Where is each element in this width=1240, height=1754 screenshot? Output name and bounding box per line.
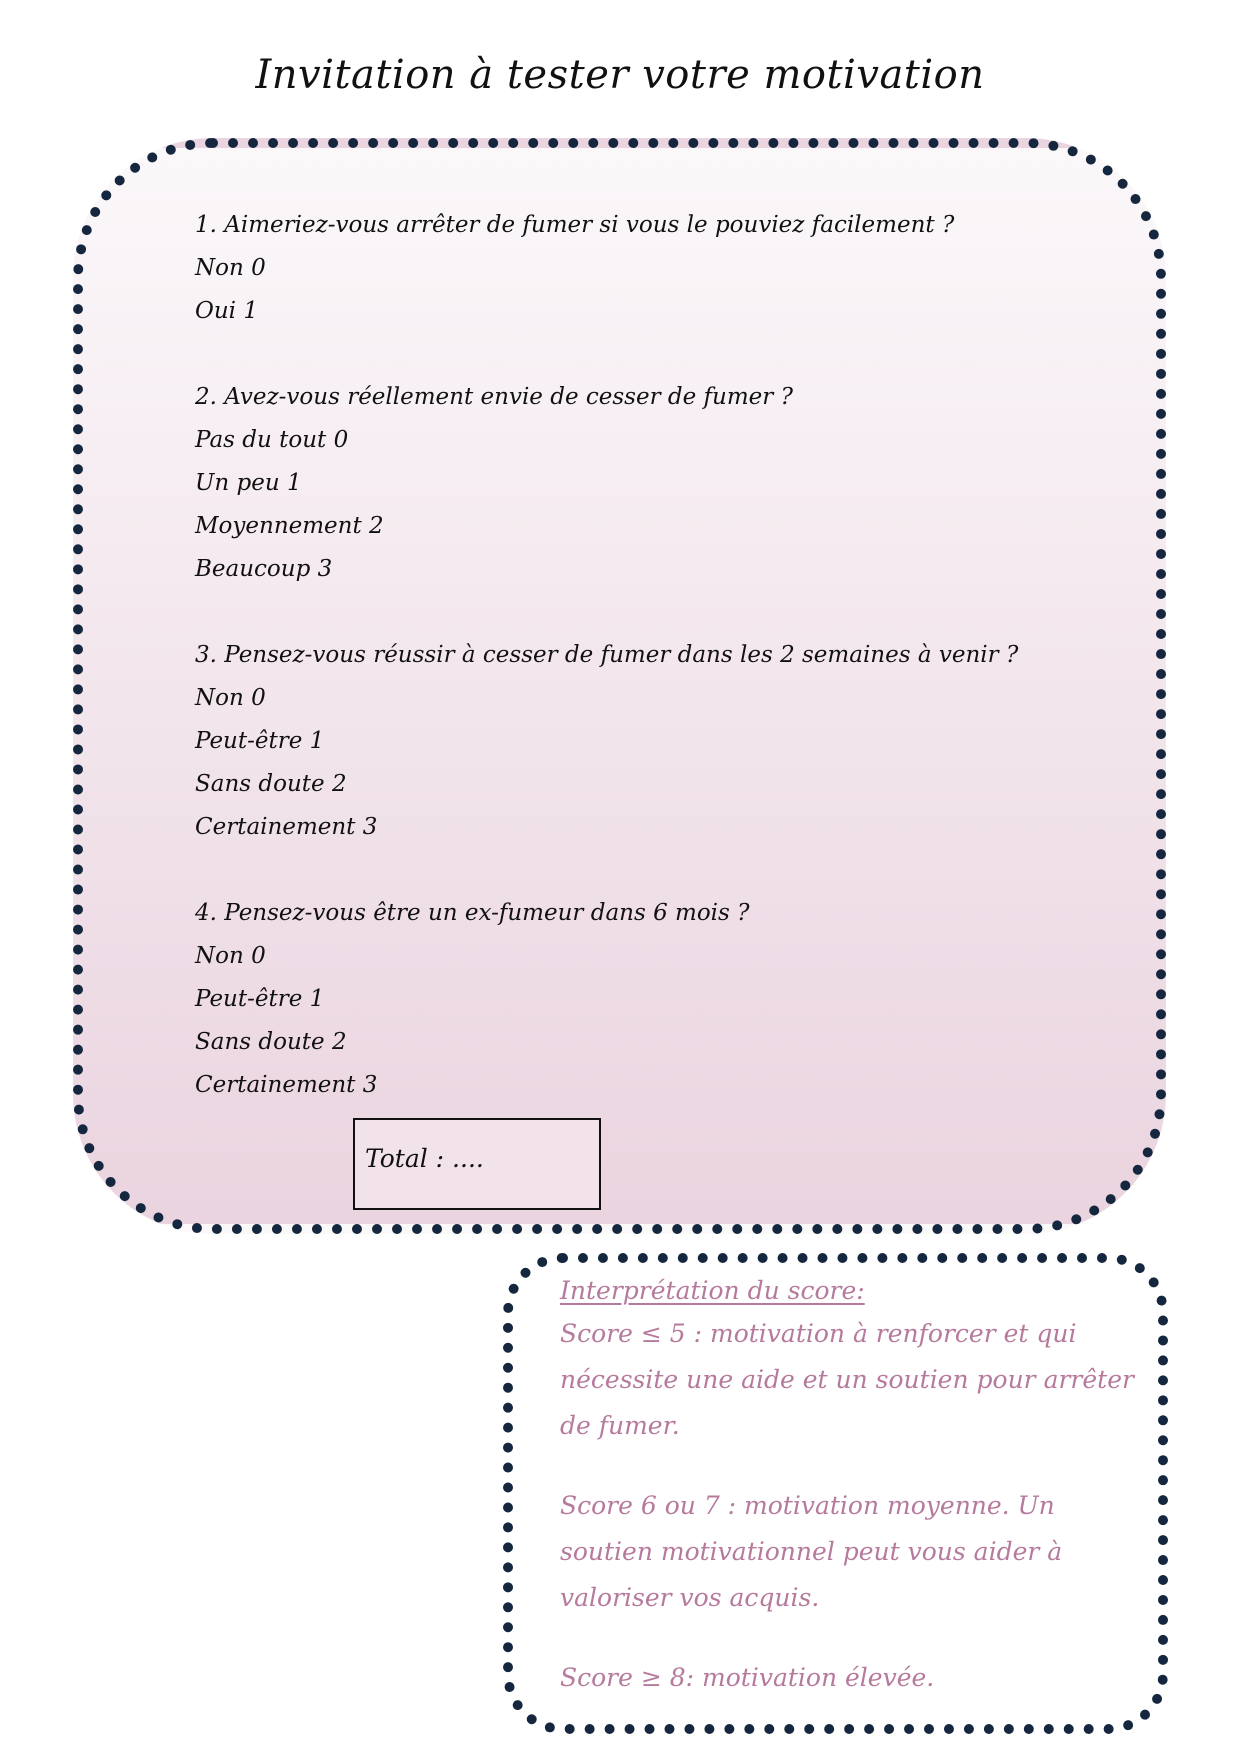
- score-interpretation-low: Score ≤ 5 : motivation à renforcer et qui nécessite une aide et un soutien pour arrêter de fumer.: [560, 1319, 1134, 1440]
- question-list: [195, 204, 1095, 1150]
- score-interpretation-high: Score ≥ 8: motivation élevée.: [560, 1663, 935, 1692]
- score-interpretation-medium: Score 6 ou 7 : motivation moyenne. Un soutien motivationnel peut vous aider à valoriser vos acquis.: [560, 1491, 1063, 1612]
- total-field[interactable]: Total : ....: [353, 1118, 601, 1210]
- question-text: 3. Pensez-vous réussir à cesser de fumer dans les 2 semaines à venir ?: [195, 642, 1019, 668]
- answer-option: Peut-être 1: [195, 728, 325, 754]
- answer-option: Oui 1: [195, 298, 258, 324]
- question-1: [195, 204, 1095, 333]
- answer-option: Pas du tout 0: [195, 427, 349, 453]
- question-4: [195, 892, 1095, 1107]
- question-text: 2. Avez-vous réellement envie de cesser de fumer ?: [195, 384, 793, 410]
- answer-option: Sans doute 2: [195, 771, 347, 797]
- answer-option: Non 0: [195, 943, 266, 969]
- answer-option: Un peu 1: [195, 470, 302, 496]
- answer-option: Beaucoup 3: [195, 556, 333, 582]
- question-3: [195, 634, 1095, 849]
- answer-option: Peut-être 1: [195, 986, 325, 1012]
- answer-option: Certainement 3: [195, 1072, 378, 1098]
- question-text: 1. Aimeriez-vous arrêter de fumer si vous le pouviez facilement ?: [195, 212, 955, 238]
- answer-option: Moyennement 2: [195, 513, 384, 539]
- score-interpretation-heading: Interprétation du score:: [560, 1276, 865, 1305]
- answer-option: Non 0: [195, 255, 266, 281]
- answer-option: Sans doute 2: [195, 1029, 347, 1055]
- question-text: 4. Pensez-vous être un ex-fumeur dans 6 mois ?: [195, 900, 750, 926]
- answer-option: Non 0: [195, 685, 266, 711]
- score-interpretation-content: [560, 1271, 1140, 1701]
- page-title: Invitation à tester votre motivation: [255, 52, 985, 98]
- score-interpretation-panel: [503, 1253, 1168, 1734]
- questionnaire-panel: [73, 138, 1166, 1234]
- question-2: [195, 376, 1095, 591]
- answer-option: Certainement 3: [195, 814, 378, 840]
